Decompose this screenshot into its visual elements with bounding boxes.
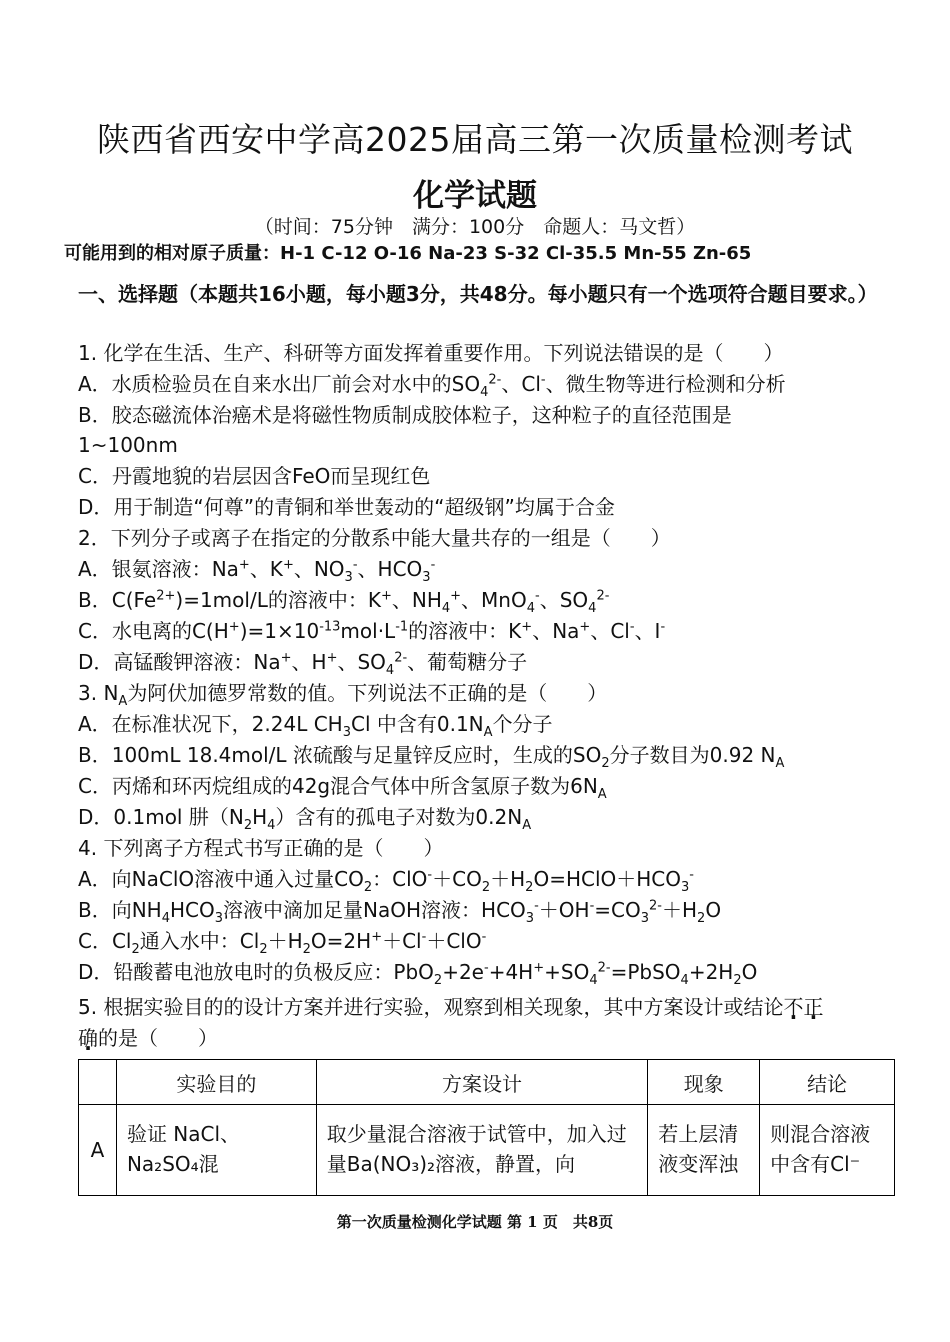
q4-option-c: C．$Cl_2$通入水中：$Cl_2+H_2O=2H^++Cl^-+ClO^-$ <box>78 929 487 957</box>
exam-title: 陕西省西安中学高2025届高三第一次质量检测考试 <box>97 120 853 159</box>
q5-stem: 5. 根据实验目的的设计方案并进行实验，观察到相关现象，其中方案设计或结论不正 <box>78 995 824 1019</box>
exam-info: （时间：75分钟 满分：100分 命题人：马文哲） <box>254 216 696 238</box>
q1-option-b: B．胶态磁流体治癌术是将磁性物质制成胶体粒子，这种粒子的直径范围是 <box>78 403 732 427</box>
cell-conclusion: 则混合溶液中含有Cl⁻ <box>760 1105 895 1196</box>
cell-design: 取少量混合溶液于试管中，加入过量Ba(NO₃)₂溶液，静置，向 <box>316 1105 648 1196</box>
q2-stem: 2．下列分子或离子在指定的分散系中能大量共存的一组是（ ） <box>78 526 671 550</box>
q2-option-a: A．银氨溶液：Na+、K+、$NO_3^-$、$HCO_3^-$ <box>78 557 436 585</box>
q5-stem-cont: 确的是（ ） <box>78 1026 218 1050</box>
q2-option-c: C．水电离的$C(H^+)=1\times 10^{-13}mol\cdot L^{-1}$的溶液中：K+、Na+、Cl-、I- <box>78 619 666 643</box>
experiment-table <box>78 1059 895 1196</box>
q1-option-c: C．丹霞地貌的岩层因含FeO而呈现红色 <box>78 464 431 488</box>
q1-option-a: A．水质检验员在自来水出厂前会对水中的$SO_4^{2-}$、Cl-、微生物等进行检测和分析 <box>78 372 786 400</box>
q4-option-b: B．向$NH_4HCO_3$溶液中滴加足量NaOH溶液：$HCO_3^-+OH^-=CO_3^{2-}+H_2O$ <box>78 898 722 926</box>
q2-option-b: B．$C(Fe^{2+})=1mol/L$的溶液中：K+、$NH_4^+$、MnO$_4$-、$SO_4^{2-}$ <box>78 588 610 616</box>
section-heading: 一、选择题（本题共16小题，每小题3分，共48分。每小题只有一个选项符合题目要求。） <box>78 282 878 306</box>
q1-stem: 1. 化学在生活、生产、科研等方面发挥着重要作用。下列说法错误的是（ ） <box>78 341 784 365</box>
q3-stem: 3. $N_A$为阿伏加德罗常数的值。下列说法不正确的是（ ） <box>78 681 608 709</box>
table-header-row <box>79 1060 895 1105</box>
page-footer: 第一次质量检测化学试题 第 1 页 共8页 <box>336 1213 614 1231</box>
q4-option-d: D．铅酸蓄电池放电时的负极反应：$PbO_2+2e^-+4H^++SO_4^{2-}=PbSO_4+2H_2O$ <box>78 960 758 988</box>
q3-option-c: C．丙烯和环丙烷组成的42g混合气体中所含氢原子数为$6N_A$ <box>78 774 607 802</box>
atomic-masses: 可能用到的相对原子质量：H-1 C-12 O-16 Na-23 S-32 Cl-35.5 Mn-55 Zn-65 <box>64 243 752 264</box>
q2-option-d: D．高锰酸钾溶液：Na+、H+、$SO_4^{2-}$、葡萄糖分子 <box>78 650 528 678</box>
q4-option-a: A．向NaClO溶液中通入过量$CO_2$：$ClO^-+CO_2+H_2O=HClO+HCO_3^-$ <box>78 867 694 895</box>
table-header-blank <box>79 1060 117 1105</box>
table-header-design: 方案设计 <box>316 1060 648 1105</box>
q4-stem: 4. 下列离子方程式书写正确的是（ ） <box>78 836 444 860</box>
q3-option-a: A．在标准状况下，2.24L $CH_3Cl$ 中含有$0.1N_A$个分子 <box>78 712 553 740</box>
row-label: A <box>79 1105 117 1196</box>
table-row <box>79 1105 895 1196</box>
q1-option-d: D．用于制造“何尊”的青铜和举世轰动的“超级钢”均属于合金 <box>78 495 615 519</box>
table-header-purpose: 实验目的 <box>116 1060 316 1105</box>
cell-purpose: 验证 NaCl、Na₂SO₄混 <box>116 1105 316 1196</box>
table-header-conclusion: 结论 <box>760 1060 895 1105</box>
q1-option-b-cont: 1~100nm <box>78 433 178 457</box>
table-header-phenomenon: 现象 <box>648 1060 760 1105</box>
cell-phenomenon: 若上层清液变浑浊 <box>648 1105 760 1196</box>
q3-option-b: B．100mL 18.4mol/L 浓硫酸与足量锌反应时，生成的$SO_2$分子数目为0.92 $N_A$ <box>78 743 785 771</box>
subject-title: 化学试题 <box>413 178 537 214</box>
q3-option-d: D．0.1mol 肼$(N_2H_4)$含有的孤电子对数为$0.2N_A$ <box>78 805 532 833</box>
